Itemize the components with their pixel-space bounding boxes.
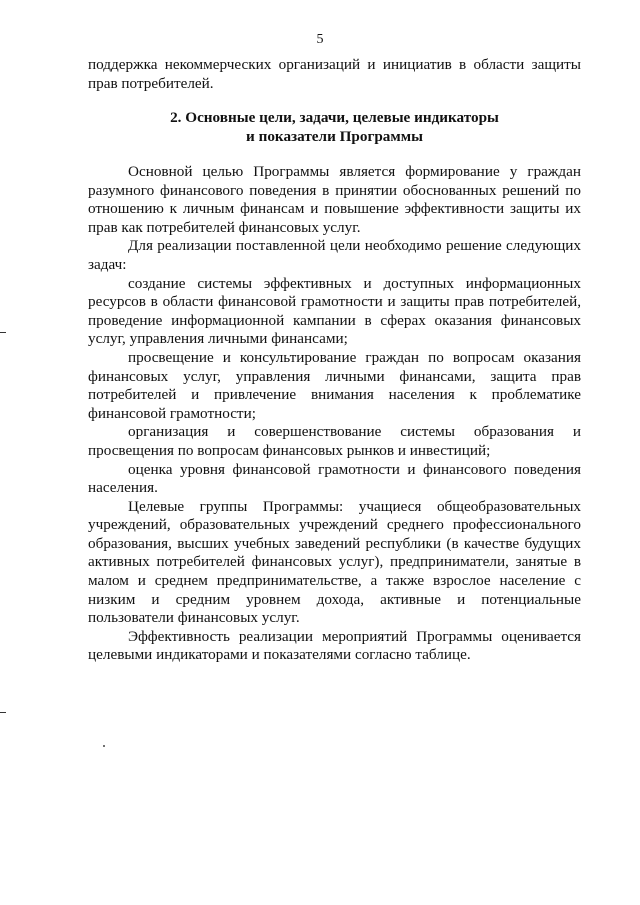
page-number: 5 xyxy=(316,32,324,47)
section-heading-line-1: 2. Основные цели, задачи, целевые индикаторы xyxy=(170,109,499,126)
paragraph-tasks-intro: Для реализации поставленной цели необходимо решение следующих задач: xyxy=(88,237,581,273)
paragraph-effectiveness: Эффективность реализации мероприятий Программы оценивается целевыми индикаторами и показателями согласно таблице. xyxy=(88,627,581,664)
paragraph-target-groups: Целевые группы Программы: учащиеся общеобразовательных учреждений, образовательных учреждений среднего профессионального образования, высших учебных заведений республики (в качестве будущих активных потребителей финансовых услуг), предприниматели, занятые в малом и среднем предпринимательстве, а также взрослое население с низким и средним уровнем дохода, активные и потенциальные пользователи финансовых услуг. xyxy=(88,497,581,627)
scan-speck xyxy=(103,745,105,747)
scan-edge-mark xyxy=(0,332,6,333)
section-heading xyxy=(88,108,581,146)
paragraph-task-resources: создание системы эффективных и доступных информационных ресурсов в области финансовой грамотности и защиты прав потребителей, проведение информационной кампании в сферах оказания финансовых услуг, управления личными финансами; xyxy=(88,274,581,348)
intro-paragraph-block xyxy=(88,56,581,93)
scan-edge-mark xyxy=(0,712,6,713)
paragraph-task-assessment: оценка уровня финансовой грамотности и финансового поведения населения. xyxy=(88,460,581,497)
paragraph-task-education: просвещение и консультирование граждан по вопросам оказания финансовых услуг, управления личными финансами, защита прав потребителей и привлечение внимания населения к проблематике финансовой грамотности; xyxy=(88,348,581,422)
paragraph-task-system: организация и совершенствование системы образования и просвещения по вопросам финансовых рынков и инвестиций; xyxy=(88,423,581,459)
section-heading-line-2: и показатели Программы xyxy=(246,128,423,145)
section-body xyxy=(88,163,581,665)
paragraph-main-goal: Основной целью Программы является формирование у граждан разумного финансового поведения в принятии обоснованных решений по отношению к личным финансам и повышение эффективности защиты их прав как потребителей финансовых услуг. xyxy=(88,163,581,236)
intro-paragraph: поддержка некоммерческих организаций и инициатив в области защиты прав потребителей. xyxy=(88,56,581,92)
